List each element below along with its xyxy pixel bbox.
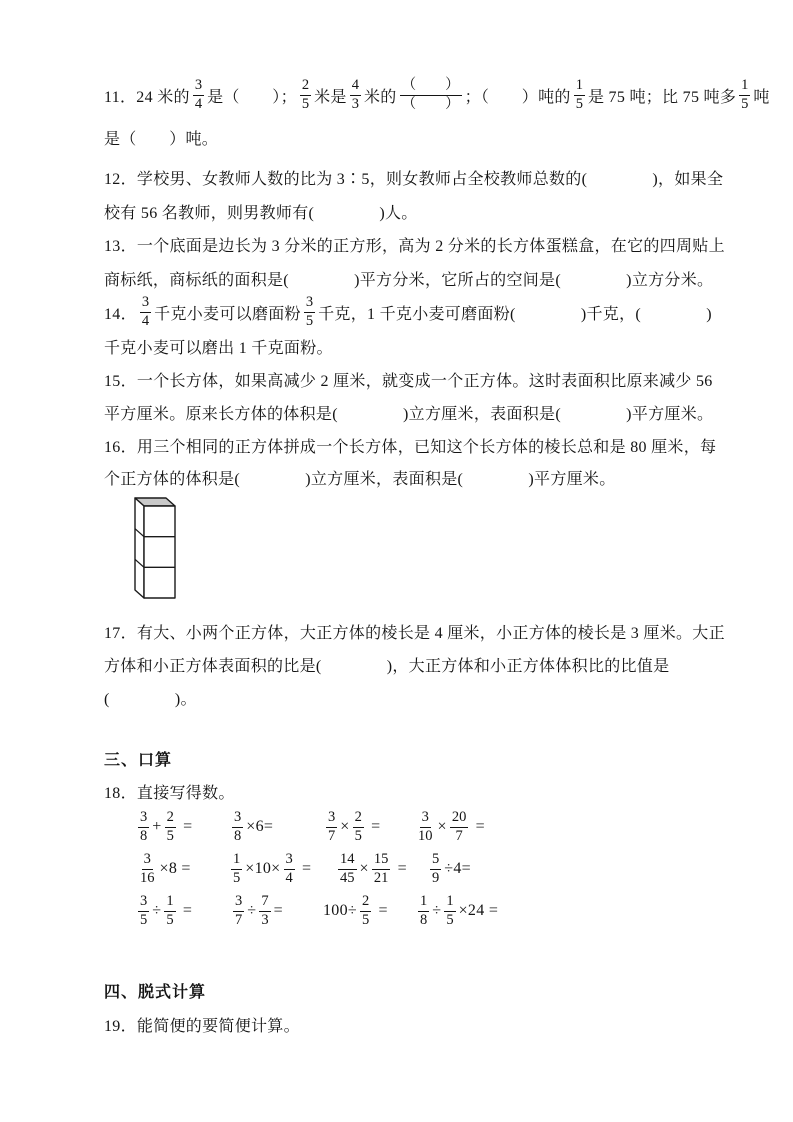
fraction-denominator: 5 (446, 911, 454, 928)
fraction-numerator: 3 (232, 809, 243, 827)
fraction (450, 809, 469, 845)
text-segment: × (340, 818, 350, 835)
text-segment: = (471, 818, 485, 835)
fraction-numerator: 4 (350, 77, 361, 95)
fraction-numerator: 15 (372, 851, 391, 869)
text-segment: ；（ ）吨的 (464, 88, 571, 106)
question-16-line-1: 16．用三个相同的正方体拼成一个长方体，已知这个长方体的棱长总和是 80 厘米，每 (104, 438, 717, 456)
fraction-denominator: 9 (432, 869, 440, 886)
text-segment: 是（ ）； (207, 88, 297, 106)
q18-item-9 (135, 889, 192, 933)
fraction-numerator: 3 (138, 893, 149, 911)
q18-item-12 (415, 889, 498, 933)
fraction (430, 851, 441, 887)
fraction-numerator: 5 (430, 851, 441, 869)
question-19-header: 19．能简便的要简便计算。 (104, 1017, 300, 1035)
fraction (353, 809, 364, 845)
text-segment: 米是 (314, 88, 347, 106)
q18-item-10 (230, 889, 283, 933)
fraction-numerator: 14 (338, 851, 357, 869)
question-15-line-1: 15．一个长方体，如果高减少 2 厘米，就变成一个正方体。这时表面积比原来减少 56 (104, 372, 713, 390)
q18-item-2 (229, 805, 273, 849)
question-16-line-2: 个正方体的体积是( )立方厘米，表面积是( )平方厘米。 (104, 470, 616, 488)
cube-front-face (144, 506, 175, 598)
fraction (138, 851, 157, 887)
fraction-denominator: 5 (575, 95, 583, 112)
fraction-denominator: 8 (234, 827, 242, 844)
q18-item-5 (135, 847, 191, 891)
fraction-numerator: 7 (259, 893, 270, 911)
fraction-denominator: 7 (235, 911, 243, 928)
question-12-line-1: 12．学校男、女教师人数的比为 3∶5，则女教师占全校教师总数的( )，如果全 (104, 170, 724, 188)
text-segment: ÷ (432, 902, 442, 919)
text-segment: 千克，1 千克小麦可磨面粉( )千克，( ) (318, 305, 712, 323)
q18-item-4 (413, 805, 485, 849)
fraction-denominator: 5 (354, 827, 362, 844)
fraction (233, 893, 244, 929)
fraction-denominator: 5 (140, 911, 148, 928)
q18-item-1 (135, 805, 192, 849)
q18-item-6 (228, 847, 311, 891)
text-segment: 千克小麦可以磨面粉 (154, 305, 301, 323)
fraction-numerator: 3 (193, 77, 204, 95)
fraction-denominator: 21 (373, 869, 389, 886)
text-segment: + (152, 818, 162, 835)
fraction (326, 809, 337, 845)
fraction-numerator: 2 (165, 809, 176, 827)
fraction-denominator: 3 (261, 911, 269, 928)
fraction (418, 893, 429, 929)
cube-left-face (135, 498, 144, 598)
section-4-heading: 四、脱式计算 (104, 983, 207, 1001)
text-segment: ÷ (247, 902, 257, 919)
question-12-line-2: 校有 56 名教师，则男教师有( )人。 (104, 204, 418, 222)
fraction (164, 893, 175, 929)
text-segment: × (437, 818, 447, 835)
question-11-line-1 (104, 72, 770, 118)
text-segment: 11．24 米的 (104, 88, 190, 106)
fraction-numerator: （ ） (400, 77, 462, 95)
text-segment: = (273, 902, 283, 919)
question-13-line-2: 商标纸，商标纸的面积是( )平方分米，它所占的空间是( )立方分米。 (104, 271, 714, 289)
fraction (304, 294, 315, 330)
text-segment: 米的 (363, 88, 397, 106)
fraction-denominator: 3 (351, 95, 359, 112)
text-segment: = (366, 818, 381, 835)
fraction-denominator: 5 (305, 312, 314, 329)
fraction-denominator: 5 (233, 869, 241, 886)
fraction (444, 893, 455, 929)
question-15-line-2: 平方厘米。原来长方体的体积是( )立方厘米，表面积是( )平方厘米。 (104, 405, 714, 423)
fraction (372, 851, 391, 887)
fraction (193, 77, 204, 113)
fraction-denominator: 7 (328, 827, 336, 844)
fraction-denominator: （ ） (401, 95, 460, 112)
fraction-numerator: 3 (326, 809, 337, 827)
fraction-denominator: 10 (418, 827, 433, 844)
text-segment: = (374, 902, 388, 919)
fraction-numerator: 3 (140, 294, 151, 312)
fraction-denominator: 45 (340, 869, 355, 886)
fraction-numerator: 1 (231, 851, 242, 869)
fraction (416, 809, 435, 845)
fraction-numerator: 1 (164, 893, 175, 911)
fraction-numerator: 2 (300, 77, 311, 95)
fraction-numerator: 3 (304, 294, 315, 312)
fraction (284, 851, 295, 887)
text-segment: ÷ (152, 902, 162, 919)
fraction-numerator: 3 (420, 809, 431, 827)
text-segment: ×6= (246, 818, 274, 835)
fraction-numerator: 3 (142, 851, 153, 869)
fraction (574, 77, 585, 113)
fraction-denominator: 5 (741, 95, 749, 112)
fraction-denominator: 7 (455, 827, 463, 844)
fraction-numerator: 20 (450, 809, 469, 827)
question-17-line-3: ( )。 (104, 690, 197, 708)
fraction-numerator: 1 (418, 893, 429, 911)
fraction-denominator: 5 (166, 911, 174, 928)
fraction-numerator: 1 (444, 893, 455, 911)
text-segment: ×10× (245, 860, 281, 877)
q18-item-7 (335, 847, 407, 891)
text-segment: 14． (104, 305, 137, 323)
fraction (350, 77, 361, 113)
fraction (739, 77, 750, 113)
fraction-denominator: 5 (361, 911, 370, 928)
fraction-numerator: 1 (739, 77, 750, 95)
fraction (138, 809, 149, 845)
fraction (231, 851, 242, 887)
fraction (232, 809, 243, 845)
fraction-denominator: 16 (140, 869, 155, 886)
fraction (400, 77, 462, 113)
section-3-heading: 三、口算 (104, 751, 173, 769)
fraction-numerator: 3 (233, 893, 244, 911)
text-segment: = (297, 860, 312, 877)
text-segment: = (178, 902, 193, 919)
fraction (360, 893, 371, 929)
text-segment: 100÷ (323, 902, 357, 919)
fraction-denominator: 4 (285, 869, 293, 886)
fraction (300, 77, 311, 113)
fraction-denominator: 5 (166, 827, 174, 844)
q18-item-8 (427, 847, 471, 891)
question-14-line-1 (104, 289, 712, 335)
fraction-denominator: 5 (301, 95, 310, 112)
question-17-line-2: 方体和小正方体表面积的比是( )，大正方体和小正方体体积比的比值是 (104, 657, 670, 675)
fraction (259, 893, 270, 929)
text-segment: = (178, 818, 193, 835)
fraction (138, 893, 149, 929)
text-segment: × (359, 860, 369, 877)
text-segment: = (393, 860, 407, 877)
fraction-numerator: 3 (284, 851, 295, 869)
fraction-numerator: 2 (353, 809, 364, 827)
text-segment: ×24 = (458, 902, 499, 919)
fraction (338, 851, 357, 887)
q18-item-11 (323, 889, 388, 933)
question-11-line-2: 是（ ）吨。 (104, 130, 219, 148)
fraction (165, 809, 176, 845)
fraction-denominator: 8 (140, 827, 148, 844)
fraction-numerator: 1 (574, 77, 585, 95)
question-17-line-1: 17．有大、小两个正方体，大正方体的棱长是 4 厘米，小正方体的棱长是 3 厘米。大正 (104, 624, 725, 642)
fraction-denominator: 4 (141, 312, 150, 329)
text-segment: 吨 (753, 88, 770, 106)
question-14-line-2: 千克小麦可以磨出 1 千克面粉。 (104, 339, 333, 357)
question-18-header: 18．直接写得数。 (104, 784, 235, 802)
fraction-denominator: 4 (194, 95, 203, 112)
q18-item-3 (323, 805, 380, 849)
text-segment: 是 75 吨；比 75 吨多 (587, 88, 737, 106)
fraction-denominator: 8 (420, 911, 428, 928)
text-segment: ×8 = (159, 860, 191, 877)
text-segment: ÷4= (444, 860, 471, 877)
fraction (140, 294, 151, 330)
fraction-numerator: 2 (360, 893, 371, 911)
question-13-line-1: 13．一个底面是边长为 3 分米的正方形，高为 2 分米的长方体蛋糕盒，在它的四周贴上 (104, 237, 725, 255)
three-stacked-cubes-figure (128, 492, 182, 606)
fraction-numerator: 3 (138, 809, 149, 827)
